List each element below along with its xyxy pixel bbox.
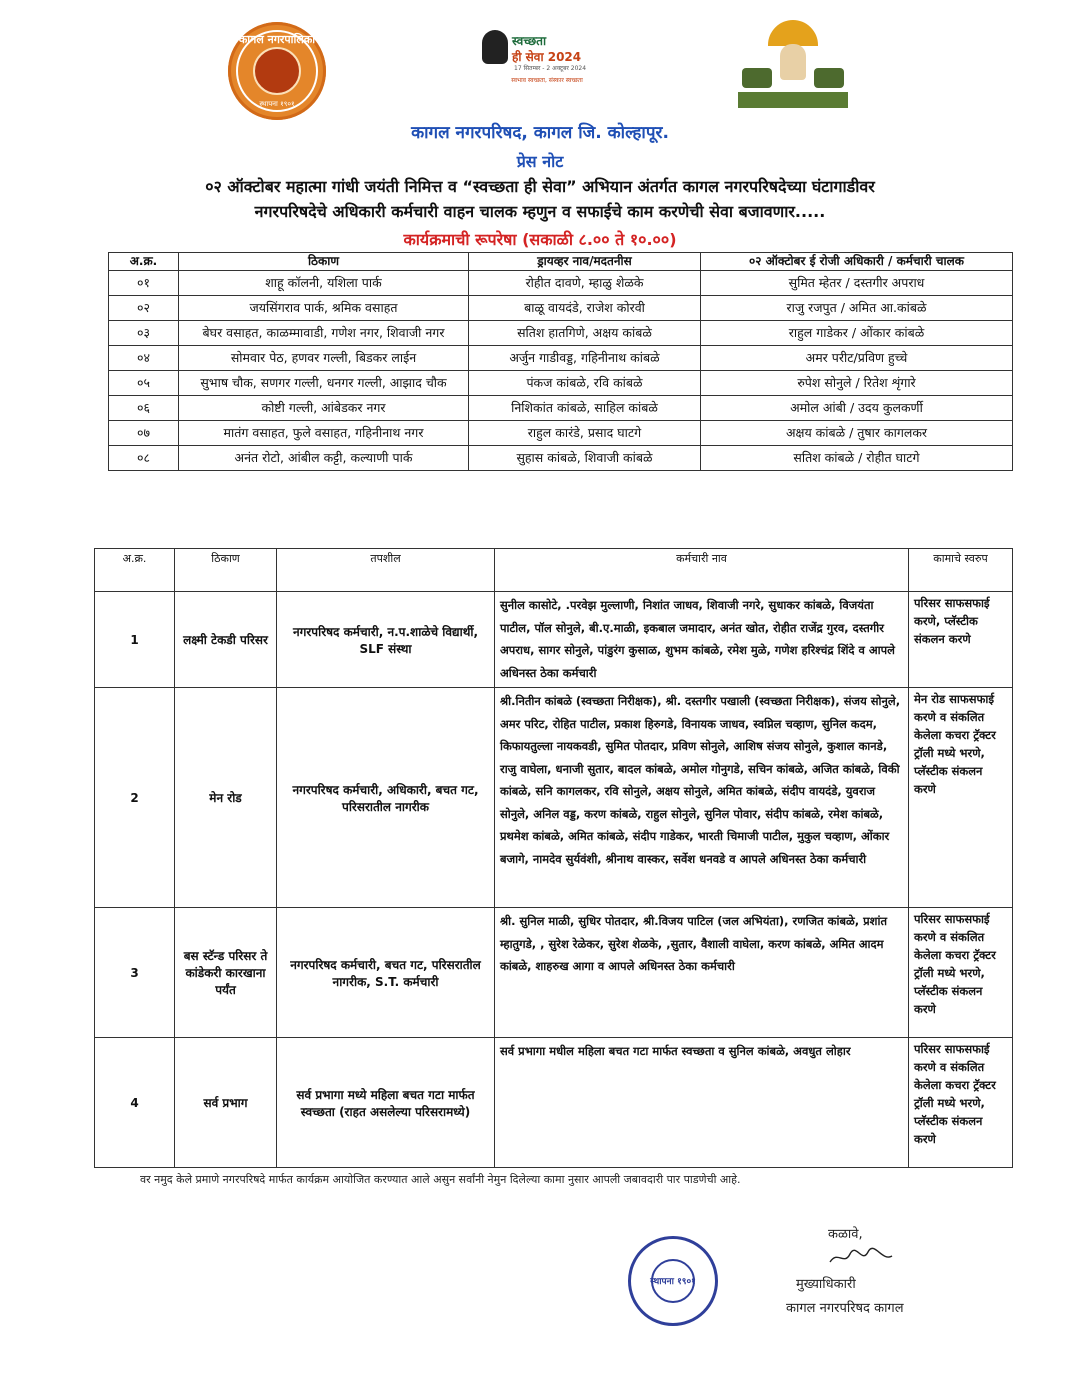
row-location: बेघर वसाहत, काळम्मावाडी, गणेश नगर, शिवाजी नगर: [179, 321, 469, 346]
column-header: ठिकाण: [179, 253, 469, 271]
column-header: कामाचे स्वरुप: [909, 549, 1013, 592]
table-row: [109, 446, 1013, 471]
swachhata-logo-line1: स्वच्छता: [512, 34, 547, 48]
figure-icon: [780, 44, 806, 80]
signoff-text: कळावे,: [828, 1227, 863, 1242]
signature: [826, 1246, 896, 1268]
row-location: मेन रोड: [175, 688, 277, 908]
row-driver: बाळू वायदंडे, राजेश कोरवी: [469, 296, 701, 321]
row-work-type: परिसर साफसफाई करणे व संकलित केलेला कचरा ट्रॅक्टर ट्रॉली मध्ये भरणे, प्लॅस्टीक संकलन करणे: [909, 908, 1013, 1038]
footer-note: वर नमुद केले प्रमाणे नगरपरिषदे मार्फत कार्यक्रम आयोजित करण्यात आले असुन सर्वांनी नेमुन दिलेल्या कामा नुसार आपली जबावदारी पार पाडणेची आहे.: [140, 1173, 741, 1186]
row-officer: अक्षय कांबळे / तुषार कागलकर: [701, 421, 1013, 446]
cleanliness-work-table: [94, 548, 1013, 1168]
signatory-org: कागल नगरपरिषद कागल: [786, 1301, 904, 1316]
row-number: ०१: [109, 271, 179, 296]
row-officer: अमर परीट/प्रविण हुच्चे: [701, 346, 1013, 371]
table-header-row: [95, 549, 1013, 592]
row-driver: रोहीत दावणे, म्हाळु शेळके: [469, 271, 701, 296]
row-detail: नगरपरिषद कर्मचारी, न.प.शाळेचे विद्यार्थी, SLF संस्था: [277, 592, 495, 688]
table-row: [95, 1038, 1013, 1168]
program-outline-heading: कार्यक्रमाची रूपरेषा (सकाळी ८.०० ते १०.००): [403, 230, 677, 249]
row-location: शाहू कॉलनी, यशिला पार्क: [179, 271, 469, 296]
row-officer: राजु रजपुत / अमित आ.कांबळे: [701, 296, 1013, 321]
row-officer: सतिश कांबळे / रोहीत घाटगे: [701, 446, 1013, 471]
column-header: ठिकाण: [175, 549, 277, 592]
row-driver: निशिकांत कांबळे, साहिल कांबळे: [469, 396, 701, 421]
table-row: [109, 396, 1013, 421]
row-driver: अर्जुन गाडीवड्ड, गहिनीनाथ कांबळे: [469, 346, 701, 371]
subject-line-1: ०२ ऑक्टोबर महात्मा गांधी जयंती निमित्त व “स्वच्छता ही सेवा” अभियान अंतर्गत कागल नगरपरिषदेच्या घंटागाडीवर: [205, 177, 875, 196]
swachhata-hi-seva-logo: [472, 28, 622, 88]
row-number: 2: [95, 688, 175, 908]
table-row: [95, 908, 1013, 1038]
row-location: लक्ष्मी टेकडी परिसर: [175, 592, 277, 688]
row-staff-names: सुनील कासोटे, .परवेझ मुल्लाणी, निशांत जाधव, शिवाजी नगरे, सुधाकर कांबळे, विजयंता पाटील, पॉल सोनुले, बी.ए.माळी, इकबाल जमादार, अनंत खोत, रोहीत राजेंद्र गुरव, दस्तगीर अपराध, सागर सोनुले, पांडुरंग कुसाळ, शुभम कांबळे, रमेश मुळे, गणेश हरिश्चंद्र शिंदे व आपले अधिनस्त ठेका कर्मचारी: [495, 592, 909, 688]
table-row: [109, 346, 1013, 371]
table-row: [95, 688, 1013, 908]
gandhi-icon: [482, 30, 508, 64]
municipal-logo: [228, 22, 326, 120]
table-row: [109, 296, 1013, 321]
row-location: बस स्टॅन्ड परिसर ते कांडेकरी कारखाना पर्यंत: [175, 908, 277, 1038]
driver-schedule-table: [108, 252, 1013, 471]
row-number: ०७: [109, 421, 179, 446]
row-work-type: परिसर साफसफाई करणे, प्लॅस्टीक संकलन करणे: [909, 592, 1013, 688]
row-number: ०२: [109, 296, 179, 321]
table-row: [109, 321, 1013, 346]
row-driver: सतिश हातगिणे, अक्षय कांबळे: [469, 321, 701, 346]
row-number: 3: [95, 908, 175, 1038]
official-seal: [628, 1236, 718, 1326]
row-location: कोष्टी गल्ली, आंबेडकर नगर: [179, 396, 469, 421]
org-heading: कागल नगरपरिषद, कागल जि. कोल्हापूर.: [411, 123, 669, 143]
seal-text: स्थापना १९०१: [650, 1277, 696, 1287]
column-header: अ.क्र.: [109, 253, 179, 271]
row-location: अनंत रोटो, आंबील कट्टी, कल्याणी पार्क: [179, 446, 469, 471]
column-header: अ.क्र.: [95, 549, 175, 592]
row-number: ०३: [109, 321, 179, 346]
row-work-type: परिसर साफसफाई करणे व संकलित केलेला कचरा ट्रॅक्टर ट्रॉली मध्ये भरणे, प्लॅस्टीक संकलन करणे: [909, 1038, 1013, 1168]
row-location: जयसिंगराव पार्क, श्रमिक वसाहत: [179, 296, 469, 321]
table-row: [109, 421, 1013, 446]
swachhata-logo-tagline: स्वभाव स्वच्छता, संस्कार स्वच्छता: [511, 77, 583, 84]
cannon-icon: [814, 68, 844, 88]
row-detail: नगरपरिषद कर्मचारी, अधिकारी, बचत गट, परिसरातील नागरीक: [277, 688, 495, 908]
cannon-icon: [742, 68, 772, 88]
row-officer: रुपेश सोनुले / रितेश शृंगारे: [701, 371, 1013, 396]
table-row: [109, 271, 1013, 296]
table-row: [109, 371, 1013, 396]
signatory-title: मुख्याधिकारी: [796, 1277, 856, 1292]
municipal-logo-text: कागल नगरपालिका: [238, 33, 316, 46]
row-number: 4: [95, 1038, 175, 1168]
column-header: तपशील: [277, 549, 495, 592]
column-header: कर्मचारी नाव: [495, 549, 909, 592]
row-location: सोमवार पेठ, हणवर गल्ली, बिडकर लाईन: [179, 346, 469, 371]
row-location: मातंग वसाहत, फुले वसाहत, गहिनीनाथ नगर: [179, 421, 469, 446]
swachhata-logo-dates: 17 सितम्बर - 2 अक्टूबर 2024: [514, 65, 587, 72]
row-driver: सुहास कांबळे, शिवाजी कांबळे: [469, 446, 701, 471]
row-number: ०५: [109, 371, 179, 396]
table-row: [95, 592, 1013, 688]
column-header: ड्रायव्हर नाव/मदतनीस: [469, 253, 701, 271]
row-number: ०६: [109, 396, 179, 421]
row-number: ०४: [109, 346, 179, 371]
column-header: ०२ ऑक्टोबर ई रोजी अधिकारी / कर्मचारी चालक: [701, 253, 1013, 271]
swachhata-logo-line2: ही सेवा 2024: [512, 50, 582, 64]
row-driver: राहुल कारंडे, प्रसाद घाटगे: [469, 421, 701, 446]
press-note-subject: [0, 174, 1080, 224]
row-detail: सर्व प्रभागा मध्ये महिला बचत गटा मार्फत स्वच्छता (राहत असलेल्या परिसरामध्ये): [277, 1038, 495, 1168]
row-location: सुभाष चौक, सणगर गल्ली, धनगर गल्ली, आझाद चौक: [179, 371, 469, 396]
row-staff-names: सर्व प्रभागा मधील महिला बचत गटा मार्फत स्वच्छता व सुनिल कांबळे, अवधुत लोहार: [495, 1038, 909, 1168]
umbrella-icon: [768, 20, 818, 46]
emblem-logo: [738, 20, 848, 116]
row-work-type: मेन रोड साफसफाई करणे व संकलित केलेला कचरा ट्रॅक्टर ट्रॉली मध्ये भरणे, प्लॅस्टीक संकलन करणे: [909, 688, 1013, 908]
table-header-row: [109, 253, 1013, 271]
municipal-logo-year: स्थापना १९०१: [259, 100, 295, 108]
row-number: ०८: [109, 446, 179, 471]
row-number: 1: [95, 592, 175, 688]
row-staff-names: श्री.नितीन कांबळे (स्वच्छता निरीक्षक), श्री. दस्तगीर पखाली (स्वच्छता निरीक्षक), संजय सोनुले, अमर परिट, रोहित पाटील, प्रकाश हिरुगडे, विनायक जाधव, स्वप्निल चव्हाण, सुनिल कदम, किफायतुल्ला नायकवडी, सुमित पोतदार, प्रविण सोनुले, आशिष संजय सोनुले, कुशाल कानडे, राजु वाघेला, धनाजी सुतार, बादल कांबळे, अमोल गोनुगडे, सचिन कांबळे, अजित कांबळे, विकी कांबळे, सनि कागलकर, रवि सोनुले, अक्षय सोनुले, अमित कांबळे, संदीप वायदंडे, युवराज सोनुले, अनिल वड्ड, करण कांबळे, राहुल सोनुले, सुनिल पोवार, संदीप कांबळे, रमेश कांबळे, प्रथमेश कांबळे, अमित कांबळे, संदीप गाडेकर, भारती चिमाजी पाटील, मुकुल चव्हाण, ओंकार बजागे, नामदेव सुर्यवंशी, श्रीनाथ वास्कर, सर्वेश धनवडे व आपले अधिनस्त ठेका कर्मचारी: [495, 688, 909, 908]
row-driver: पंकज कांबळे, रवि कांबळे: [469, 371, 701, 396]
subject-line-2: नगरपरिषदेचे अधिकारी कर्मचारी वाहन चालक म्हणुन व सफाईचे काम करणेची सेवा बजावणार.....: [254, 202, 826, 221]
row-location: सर्व प्रभाग: [175, 1038, 277, 1168]
row-officer: अमोल आंबी / उदय कुलकर्णी: [701, 396, 1013, 421]
row-staff-names: श्री. सुनिल माळी, सुधिर पोतदार, श्री.विजय पाटिल (जल अभियंता), रणजित कांबळे, प्रशांत म्हातुगडे, , सुरेश रेळेकर, सुरेश शेळके, ,सुतार, वैशाली वाघेला, करण कांबळे, अमित आदम कांबळे, शाहरुख आगा व आपले अधिनस्त ठेका कर्मचारी: [495, 908, 909, 1038]
press-note-heading: प्रेस नोट: [516, 152, 564, 171]
row-officer: राहुल गाडेकर / ओंकार कांबळे: [701, 321, 1013, 346]
row-detail: नगरपरिषद कर्मचारी, बचत गट, परिसरातील नागरीक, S.T. कर्मचारी: [277, 908, 495, 1038]
row-officer: सुमित म्हेतर / दस्तगीर अपराध: [701, 271, 1013, 296]
